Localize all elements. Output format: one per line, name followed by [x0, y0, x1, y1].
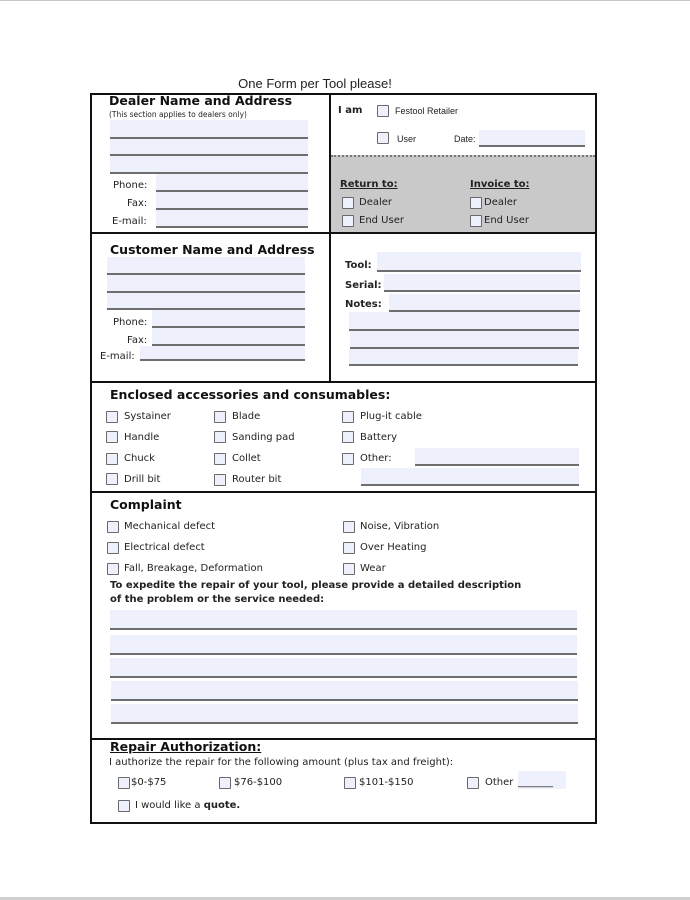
description-line-1[interactable] [110, 610, 577, 630]
drill-bit-label: Drill bit [124, 474, 161, 485]
amount-0-75-checkbox[interactable] [118, 777, 130, 789]
date-field[interactable] [479, 130, 585, 147]
accessories-title: Enclosed accessories and consumables: [110, 387, 391, 402]
serial-label: Serial: [345, 280, 382, 291]
return-end-user-label: End User [359, 215, 404, 226]
dealer-phone-label: Phone: [113, 180, 148, 191]
handle-checkbox[interactable] [106, 431, 118, 443]
return-dealer-label: Dealer [359, 197, 393, 208]
invoice-dealer-label: Dealer [484, 197, 518, 208]
festool-retailer-checkbox[interactable] [377, 105, 389, 117]
electrical-defect-label: Electrical defect [124, 542, 205, 553]
notes-field-4[interactable] [349, 349, 578, 366]
amount-101-150-label: $101-$150 [359, 777, 414, 788]
chuck-checkbox[interactable] [106, 453, 118, 465]
top-border [0, 0, 690, 1]
amount-0-75-label: $0-$75 [131, 777, 167, 788]
fall-breakage-checkbox[interactable] [107, 563, 119, 575]
systainer-checkbox[interactable] [106, 411, 118, 423]
invoice-end-user-label: End User [484, 215, 529, 226]
dealer-email-field[interactable] [156, 210, 308, 228]
quote-prefix: I would like a [135, 800, 204, 811]
divider-row-1 [90, 232, 597, 234]
notes-field-1[interactable] [389, 294, 580, 312]
dealer-address-line-1[interactable] [110, 120, 308, 139]
blade-checkbox[interactable] [214, 411, 226, 423]
notes-field-3[interactable] [350, 331, 579, 349]
amount-76-100-label: $76-$100 [234, 777, 283, 788]
return-to-label: Return to: [340, 179, 398, 190]
amount-101-150-checkbox[interactable] [344, 777, 356, 789]
wear-label: Wear [360, 563, 386, 574]
invoice-end-user-checkbox[interactable] [470, 215, 482, 227]
divider-row-2 [90, 381, 597, 383]
dealer-title: Dealer Name and Address [109, 93, 293, 108]
noise-vibration-checkbox[interactable] [343, 521, 355, 533]
notes-label: Notes: [345, 299, 382, 310]
wear-checkbox[interactable] [343, 563, 355, 575]
customer-fax-label: Fax: [127, 335, 148, 346]
customer-address-line-1[interactable] [107, 257, 305, 275]
customer-address-line-3[interactable] [107, 293, 305, 310]
quote-label [135, 800, 240, 811]
chuck-label: Chuck [124, 453, 155, 464]
serial-field[interactable] [384, 274, 580, 292]
dealer-address-line-3[interactable] [110, 156, 308, 174]
dealer-address-line-2[interactable] [110, 139, 308, 156]
dealer-fax-field[interactable] [156, 192, 308, 210]
instructions-line-1: To expedite the repair of your tool, please provide a detailed description [110, 580, 522, 591]
quote-bold: quote. [203, 800, 241, 811]
plug-it-cable-checkbox[interactable] [342, 411, 354, 423]
over-heating-label: Over Heating [360, 542, 427, 553]
collet-checkbox[interactable] [214, 453, 226, 465]
customer-fax-field[interactable] [152, 328, 305, 346]
collet-label: Collet [232, 453, 261, 464]
complaint-title: Complaint [110, 497, 182, 512]
dealer-email-label: E-mail: [112, 216, 147, 227]
customer-title: Customer Name and Address [110, 242, 315, 257]
router-bit-checkbox[interactable] [214, 474, 226, 486]
repair-authorization-title: Repair Authorization: [110, 739, 262, 754]
invoice-dealer-checkbox[interactable] [470, 197, 482, 209]
customer-address-line-2[interactable] [107, 275, 305, 293]
electrical-defect-checkbox[interactable] [107, 542, 119, 554]
amount-other-blank: _______ [518, 777, 553, 788]
other-accessory-field-1[interactable] [415, 448, 579, 466]
amount-other-checkbox[interactable] [467, 777, 479, 789]
date-label: Date: [454, 134, 476, 144]
quote-checkbox[interactable] [118, 800, 130, 812]
description-line-3[interactable] [110, 658, 577, 678]
divider-row-3 [90, 491, 597, 493]
user-label: User [397, 134, 417, 144]
amount-other-label: Other [485, 777, 514, 788]
return-end-user-checkbox[interactable] [342, 215, 354, 227]
drill-bit-checkbox[interactable] [106, 473, 118, 485]
battery-checkbox[interactable] [342, 431, 354, 443]
tool-field[interactable] [377, 252, 581, 272]
amount-76-100-checkbox[interactable] [219, 777, 231, 789]
customer-phone-label: Phone: [113, 317, 148, 328]
instructions-line-2: of the problem or the service needed: [110, 594, 325, 605]
description-line-2[interactable] [110, 635, 577, 655]
dealer-subtitle: (This section applies to dealers only) [109, 110, 247, 119]
description-line-5[interactable] [111, 704, 578, 724]
tool-label: Tool: [345, 260, 372, 271]
dealer-fax-label: Fax: [127, 198, 148, 209]
customer-email-field[interactable] [140, 346, 305, 361]
other-accessory-checkbox[interactable] [342, 453, 354, 465]
description-line-4[interactable] [111, 681, 578, 701]
sanding-pad-checkbox[interactable] [214, 431, 226, 443]
customer-email-label: E-mail: [100, 351, 135, 362]
notes-field-2[interactable] [349, 312, 579, 331]
fall-breakage-label: Fall, Breakage, Deformation [124, 563, 263, 574]
over-heating-checkbox[interactable] [343, 542, 355, 554]
customer-phone-field[interactable] [152, 310, 305, 328]
other-accessory-field-2[interactable] [361, 468, 579, 486]
blade-label: Blade [232, 411, 261, 422]
divider-column [329, 93, 331, 383]
invoice-to-label: Invoice to: [470, 179, 530, 190]
authorization-statement: I authorize the repair for the following amount (plus tax and freight): [109, 757, 454, 768]
festool-retailer-label: Festool Retailer [395, 106, 459, 116]
plug-it-cable-label: Plug-it cable [360, 411, 422, 422]
router-bit-label: Router bit [232, 474, 282, 485]
handle-label: Handle [124, 432, 160, 443]
user-checkbox[interactable] [377, 132, 389, 144]
noise-vibration-label: Noise, Vibration [360, 521, 440, 532]
mechanical-defect-checkbox[interactable] [107, 521, 119, 533]
form-headline: One Form per Tool please! [238, 76, 392, 91]
dealer-phone-field[interactable] [156, 174, 308, 192]
return-dealer-checkbox[interactable] [342, 197, 354, 209]
battery-label: Battery [360, 432, 398, 443]
systainer-label: Systainer [124, 411, 171, 422]
iam-label: I am [338, 105, 363, 116]
mechanical-defect-label: Mechanical defect [124, 521, 216, 532]
other-accessory-label: Other: [360, 453, 392, 464]
sanding-pad-label: Sanding pad [232, 432, 295, 443]
